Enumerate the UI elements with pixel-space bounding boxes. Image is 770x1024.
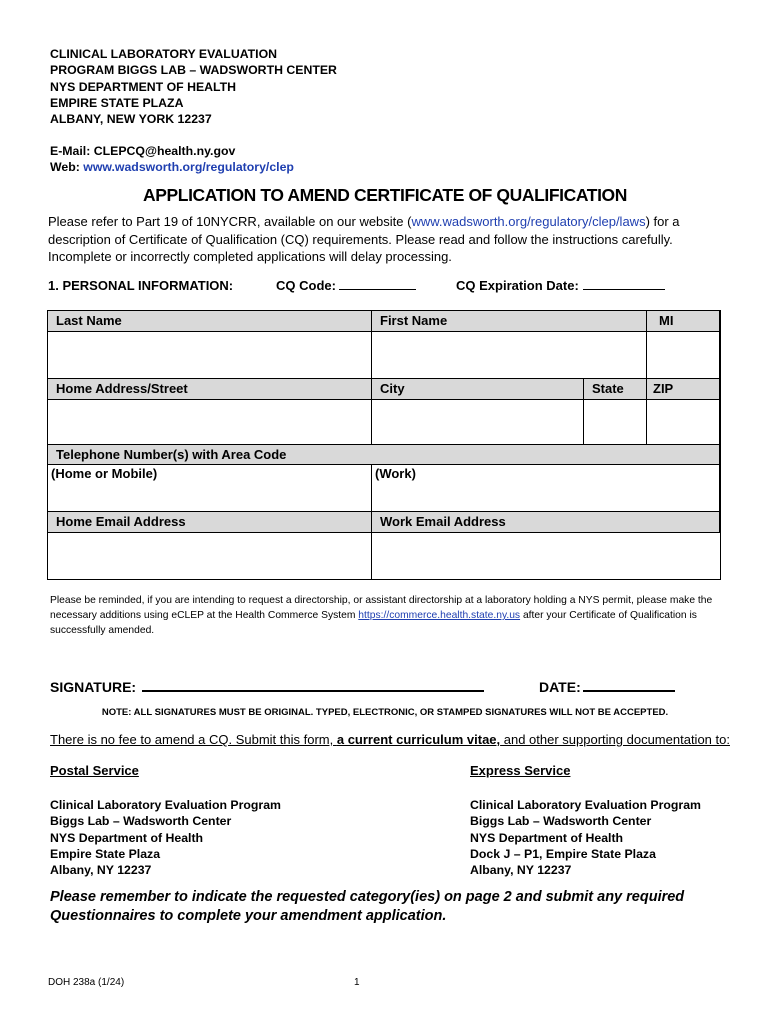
cq-expiration-field[interactable] (456, 278, 665, 293)
fee-text-continued: and other supporting documentation to: (500, 732, 730, 747)
date-blank[interactable] (583, 679, 675, 692)
home-mobile-label: (Home or Mobile) (51, 466, 158, 481)
header-line: CLINICAL LABORATORY EVALUATION (50, 47, 278, 61)
address-line: Dock J – P1, Empire State Plaza (470, 846, 656, 861)
personal-info-heading: 1. PERSONAL INFORMATION: (48, 278, 234, 293)
work-email-header: Work Email Address (372, 512, 720, 533)
header-line: EMPIRE STATE PLAZA (50, 95, 184, 110)
page-title: APPLICATION TO AMEND CERTIFICATE OF QUALIFICATION (143, 185, 627, 205)
email-label: E-Mail: CLEPCQ@health.ny.gov (50, 144, 236, 158)
date-label: DATE: (539, 679, 581, 695)
home-email-input[interactable] (48, 533, 372, 579)
city-input[interactable] (372, 400, 584, 445)
work-phone-input[interactable] (372, 465, 720, 512)
fee-cv-text: a current curriculum vitae, (336, 732, 501, 747)
telephone-header: Telephone Number(s) with Area Code (48, 445, 720, 465)
header-line: ALBANY, NEW YORK 12237 (50, 112, 212, 127)
work-email-input[interactable] (372, 533, 720, 579)
last-name-header: Last Name (48, 311, 372, 332)
state-header: State (584, 379, 647, 400)
cq-code-blank[interactable] (339, 278, 416, 290)
home-phone-input[interactable] (48, 465, 372, 512)
address-line: Empire State Plaza (50, 846, 161, 861)
contact-info (50, 143, 294, 176)
address-line: Clinical Laboratory Evaluation Program (50, 798, 281, 812)
reminder-text: Please be reminded, if you are intending to request a directorship, or assistant directorship at a laboratory holding a NYS permit, please make the necessary additions using eCLEP at the Health Commerce System (50, 595, 713, 621)
header-line: NYS DEPARTMENT OF HEALTH (50, 79, 237, 94)
address-line: NYS Department of Health (50, 830, 204, 845)
home-address-header: Home Address/Street (48, 379, 372, 400)
zip-header: ZIP (647, 379, 720, 400)
signature-note: NOTE: ALL SIGNATURES MUST BE ORIGINAL. TYPED, ELECTRONIC, OR STAMPED SIGNATURES WILL NOT BE ACCEPTED. (101, 707, 669, 718)
health-commerce-link[interactable]: https://commerce.health.state.ny.us (358, 610, 521, 621)
signature-label: SIGNATURE: (50, 679, 137, 695)
zip-input[interactable] (647, 400, 720, 445)
address-line: Albany, NY 12237 (50, 863, 152, 878)
signature-blank[interactable] (142, 679, 484, 692)
intro-paragraph (48, 213, 698, 266)
agency-header (50, 46, 337, 127)
state-input[interactable] (584, 400, 647, 445)
address-line: NYS Department of Health (470, 830, 624, 845)
reminder-text-continued: after your Certificate of Qualification is successfully amended. (50, 610, 697, 636)
cq-expiration-blank[interactable] (583, 278, 665, 290)
cq-code-label: CQ Code: (276, 278, 336, 293)
web-line (50, 159, 294, 175)
address-line: Biggs Lab – Wadsworth Center (50, 814, 232, 829)
work-phone-label: (Work) (375, 466, 416, 481)
web-link[interactable]: www.wadsworth.org/regulatory/clep (83, 160, 294, 175)
directorship-reminder (50, 593, 725, 638)
mi-header: MI (647, 311, 720, 332)
personal-info-form (47, 310, 721, 580)
address-line: Biggs Lab – Wadsworth Center (470, 814, 652, 829)
cq-code-field[interactable] (276, 278, 416, 293)
intro-text: Please refer to Part 19 of 10NYCRR, available on our website ( (48, 214, 412, 229)
signature-field[interactable] (50, 679, 484, 695)
address-line: Clinical Laboratory Evaluation Program (470, 798, 701, 812)
address-line: Albany, NY 12237 (470, 863, 572, 878)
last-name-input[interactable] (48, 332, 372, 379)
postal-address (50, 797, 281, 878)
city-header: City (372, 379, 584, 400)
laws-link[interactable]: www.wadsworth.org/regulatory/clep/laws (411, 214, 646, 229)
page-number: 1 (354, 977, 360, 988)
home-email-header: Home Email Address (48, 512, 372, 533)
cq-expiration-label: CQ Expiration Date: (456, 278, 579, 293)
first-name-header: First Name (372, 311, 647, 332)
header-line: PROGRAM BIGGS LAB – WADSWORTH CENTER (50, 63, 337, 78)
web-label: Web: (50, 160, 84, 175)
express-address (470, 797, 701, 878)
home-address-input[interactable] (48, 400, 372, 445)
category-reminder: Please remember to indicate the requested category(ies) on page 2 and submit any required Questionnaires to complete your amendment application. (50, 889, 685, 924)
fee-text: There is no fee to amend a CQ. Submit this form, (50, 732, 337, 747)
first-name-input[interactable] (372, 332, 647, 379)
date-field[interactable] (539, 679, 675, 695)
fee-statement (50, 732, 730, 747)
express-service-heading: Express Service (470, 763, 571, 778)
mi-input[interactable] (647, 332, 720, 379)
form-id: DOH 238a (1/24) (48, 977, 125, 988)
postal-service-heading: Postal Service (50, 763, 139, 778)
intro-text-continued: ) for a description of Certificate of Qualification (CQ) requirements. Please read and follow the instructions carefully. Incomplete or incorrectly completed applications will delay processing. (48, 214, 680, 264)
